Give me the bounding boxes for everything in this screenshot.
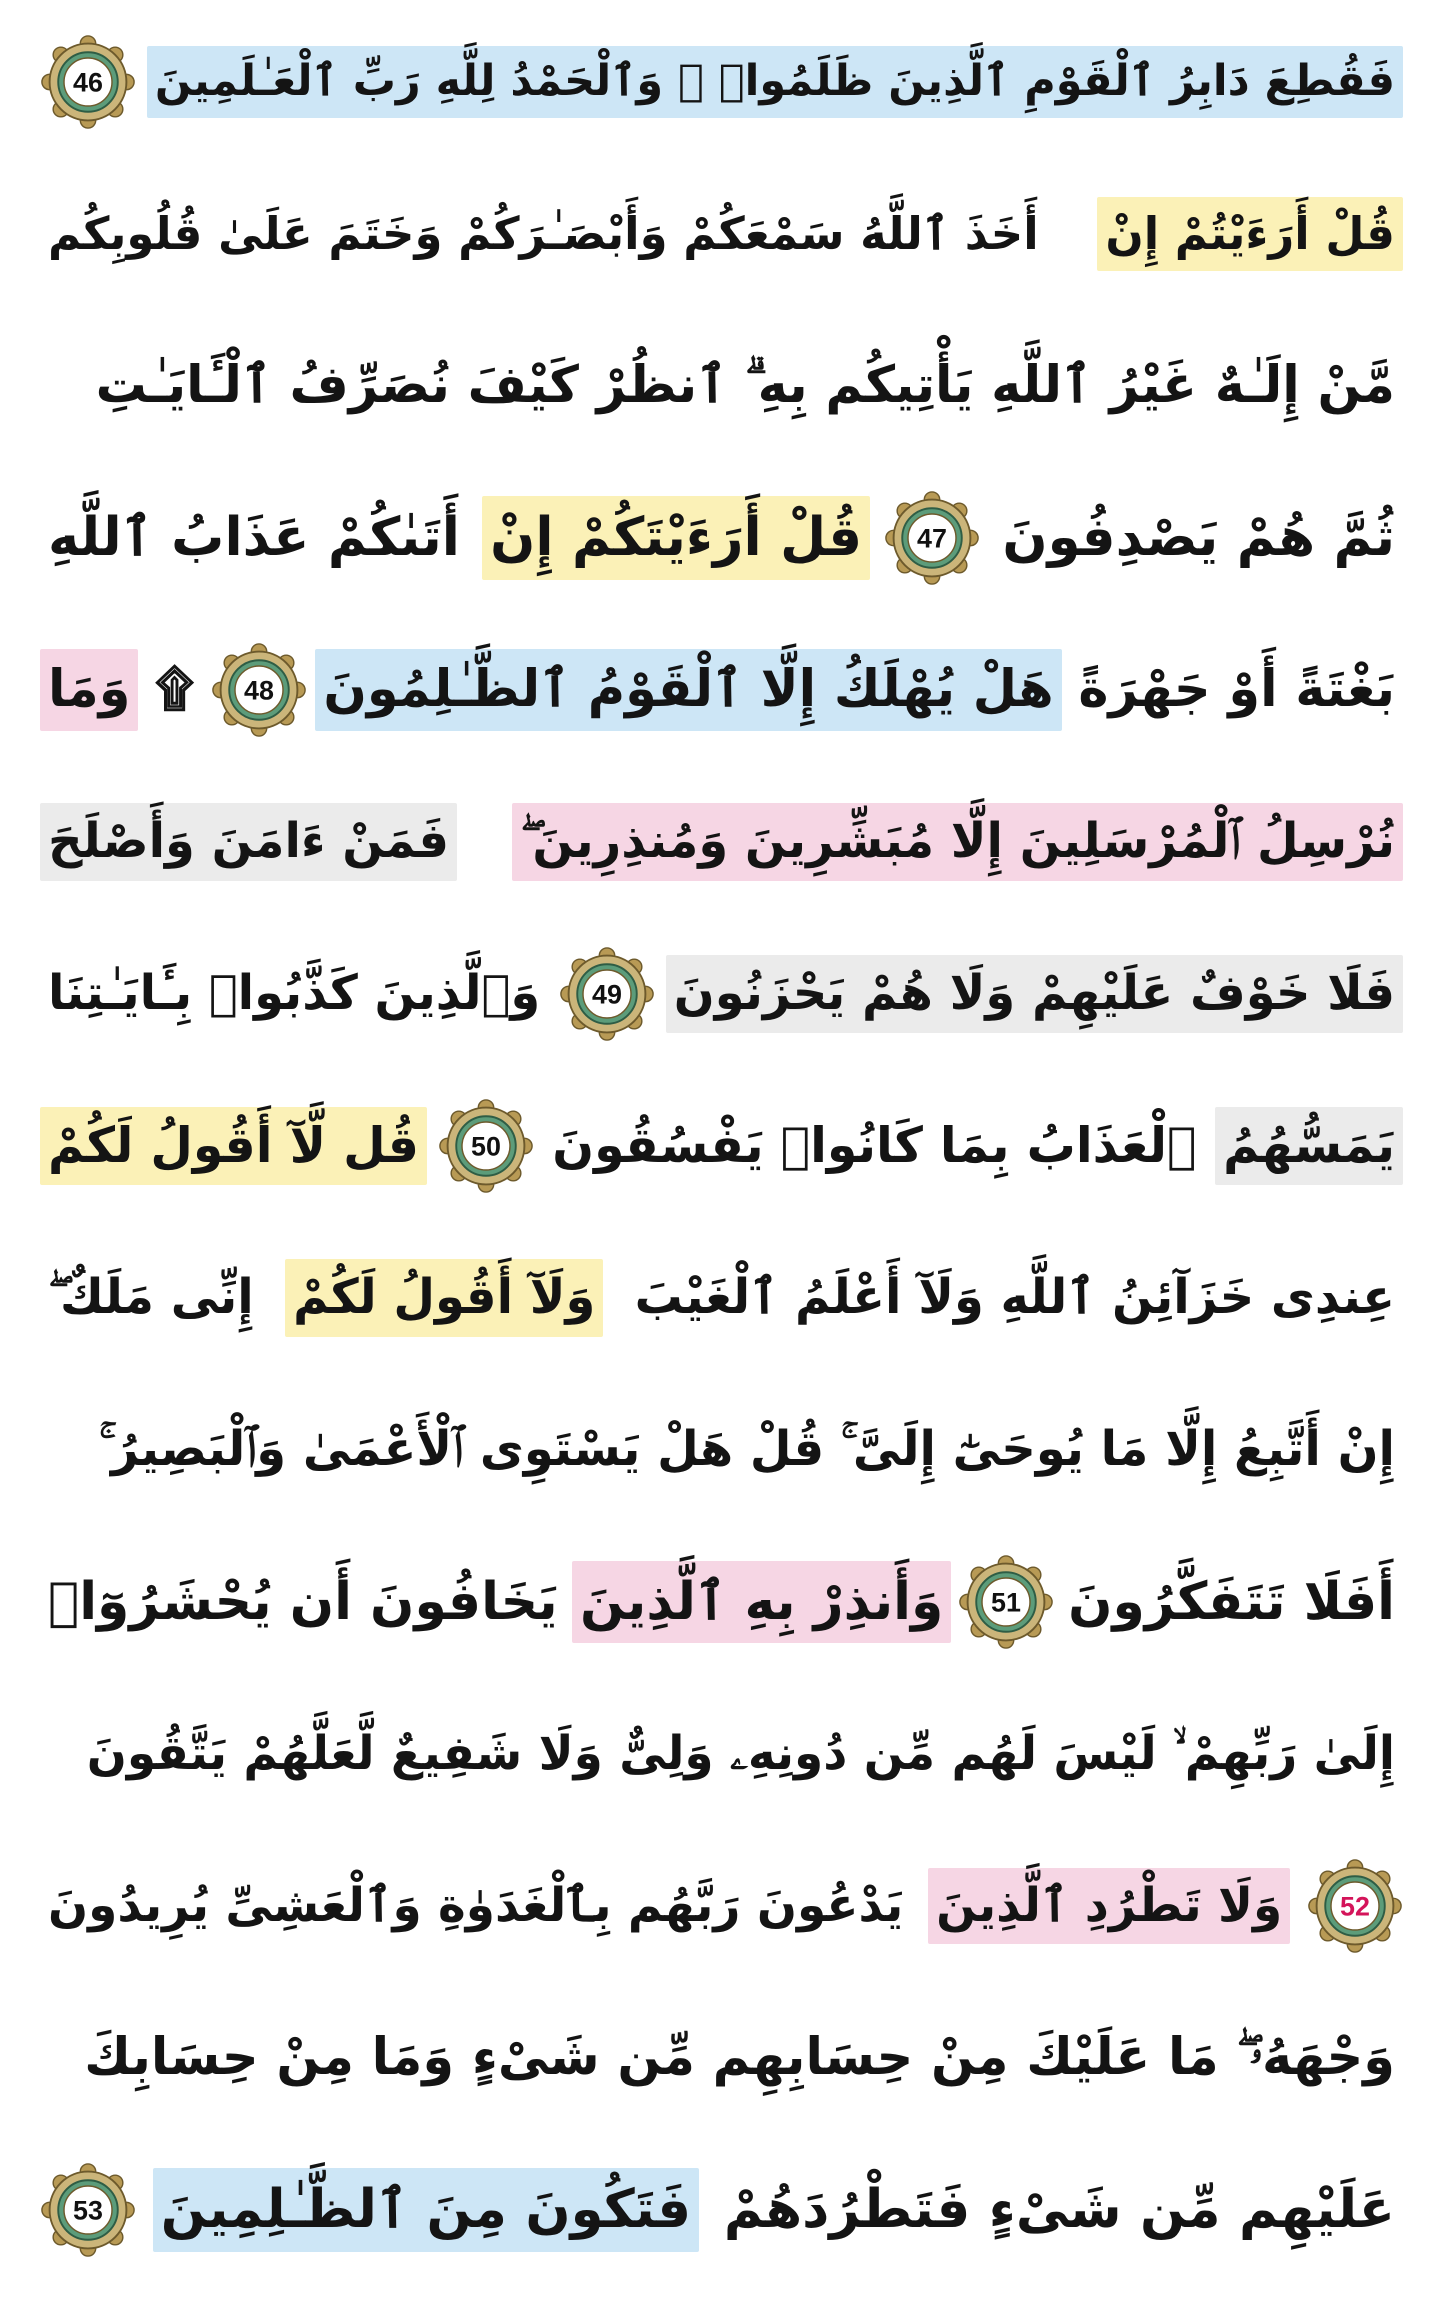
highlighted-phrase: وَلَا تَطْرُدِ ٱلَّذِينَ — [928, 1868, 1290, 1944]
highlighted-phrase: وَمَا — [40, 649, 138, 730]
highlighted-phrase: نُرْسِلُ ٱلْمُرْسَلِينَ إِلَّا مُبَشِّرِينَ وَمُنذِرِينَ ۖ — [512, 803, 1403, 881]
highlighted-phrase: قُلْ أَرَءَيْتَكُمْ إِنْ — [482, 496, 870, 580]
highlighted-phrase: وَلَآ أَقُولُ لَكُمْ — [285, 1259, 603, 1337]
verse-number: 53 — [73, 2195, 103, 2226]
text-line — [0, 918, 1447, 1070]
verse-text: أَفَلَا تَتَفَكَّرُونَ — [1068, 1571, 1395, 1632]
text-line — [0, 1070, 1447, 1222]
text-line — [0, 1526, 1447, 1678]
verse-number: 50 — [470, 1131, 501, 1162]
highlighted-phrase: قُل لَّآ أَقُولُ لَكُمْ — [40, 1107, 427, 1186]
text-line — [0, 1982, 1447, 2134]
verse-text: أَخَذَ ٱللَّهُ سَمْعَكُمْ وَأَبْصَـٰرَكُمْ وَخَتَمَ عَلَىٰ قُلُوبِكُم — [48, 207, 1039, 260]
verse-marker-47 — [884, 490, 980, 586]
verse-text: ۩ — [155, 660, 194, 720]
verse-number: 47 — [917, 523, 948, 554]
verse-text: عَلَيْهِم مِّن شَىْءٍ فَتَطْرُدَهُمْ — [723, 2179, 1395, 2241]
text-line — [0, 1678, 1447, 1830]
highlighted-phrase: فَلَا خَوْفٌ عَلَيْهِمْ وَلَا هُمْ يَحْزَنُونَ — [666, 955, 1403, 1033]
text-line — [0, 462, 1447, 614]
verse-number: 46 — [73, 67, 103, 98]
verse-number: 49 — [592, 979, 622, 1010]
verse-text: بَغْتَةً أَوْ جَهْرَةً — [1078, 660, 1395, 720]
highlighted-phrase: قُلْ أَرَءَيْتُمْ إِنْ — [1097, 197, 1403, 271]
verse-text: ٱلْعَذَابُ بِمَا كَانُوا۟ يَفْسُقُونَ — [552, 1116, 1197, 1174]
verse-marker-52 — [1307, 1858, 1403, 1954]
verse-marker-51 — [958, 1554, 1054, 1650]
verse-number: 48 — [243, 675, 274, 706]
verse-text: أَتَىٰكُمْ عَذَابُ ٱللَّهِ — [48, 507, 460, 569]
verse-marker-50 — [438, 1098, 534, 1194]
highlighted-phrase: هَلْ يُهْلَكُ إِلَّا ٱلْقَوْمُ ٱلظَّـٰلِمُونَ — [315, 649, 1061, 730]
verse-text: ثُمَّ هُمْ يَصْدِفُونَ — [1002, 507, 1395, 569]
verse-marker-46 — [40, 34, 136, 130]
verse-marker-53 — [40, 2162, 136, 2258]
highlighted-phrase: يَمَسُّهُمُ — [1215, 1107, 1403, 1186]
highlighted-phrase: فَتَكُونَ مِنَ ٱلظَّـٰلِمِينَ — [153, 2168, 699, 2252]
verse-text: مَّنْ إِلَـٰهٌ غَيْرُ ٱللَّهِ يَأْتِيكُم بِهِ ۗ ٱنظُرْ كَيْفَ نُصَرِّفُ ٱلْـَٔايَـٰتِ — [95, 356, 1395, 416]
text-line — [0, 2134, 1447, 2286]
text-line — [0, 158, 1447, 310]
text-line — [0, 1222, 1447, 1374]
verse-text: يَخَافُونَ أَن يُحْشَرُوٓا۟ — [48, 1571, 558, 1632]
highlighted-phrase: فَقُطِعَ دَابِرُ ٱلْقَوْمِ ٱلَّذِينَ ظَلَمُوا۟ ۚ وَٱلْحَمْدُ لِلَّهِ رَبِّ ٱلْعَـٰلَمِينَ — [147, 46, 1403, 118]
verse-number: 52 — [1340, 1891, 1370, 1922]
verse-marker-48 — [211, 642, 307, 738]
verse-text: عِندِى خَزَآئِنُ ٱللَّهِ وَلَآ أَعْلَمُ ٱلْغَيْبَ — [634, 1269, 1395, 1326]
highlighted-phrase: وَأَنذِرْ بِهِ ٱلَّذِينَ — [572, 1561, 951, 1643]
verse-text: إِلَىٰ رَبِّهِمْ ۙ لَيْسَ لَهُم مِّن دُونِهِۦ وَلِىٌّ وَلَا شَفِيعٌ لَّعَلَّهُمْ يَتَّقُونَ — [86, 1725, 1395, 1781]
text-line — [0, 6, 1447, 158]
verse-marker-49 — [559, 946, 655, 1042]
text-line — [0, 766, 1447, 918]
text-line — [0, 1830, 1447, 1982]
verse-text: يَدْعُونَ رَبَّهُم بِٱلْغَدَوٰةِ وَٱلْعَشِىِّ يُرِيدُونَ — [48, 1877, 904, 1933]
highlighted-phrase: فَمَنْ ءَامَنَ وَأَصْلَحَ — [40, 803, 457, 881]
verse-text: وَجْهَهُۥ ۖ مَا عَلَيْكَ مِنْ حِسَابِهِم مِّن شَىْءٍ وَمَا مِنْ حِسَابِكَ — [84, 2028, 1395, 2088]
verse-text: إِنِّى مَلَكٌ ۖ — [48, 1269, 254, 1326]
verse-text: إِنْ أَتَّبِعُ إِلَّا مَا يُوحَىٰٓ إِلَىَّ ۚ قُلْ هَلْ يَسْتَوِى ٱلْأَعْمَىٰ وَٱلْبَصِيرُ ۚ — [98, 1421, 1395, 1478]
text-line — [0, 614, 1447, 766]
text-line — [0, 1374, 1447, 1526]
verse-text: وَٱلَّذِينَ كَذَّبُوا۟ بِـَٔايَـٰتِنَا — [48, 965, 541, 1022]
text-line — [0, 310, 1447, 462]
verse-number: 51 — [990, 1587, 1021, 1618]
